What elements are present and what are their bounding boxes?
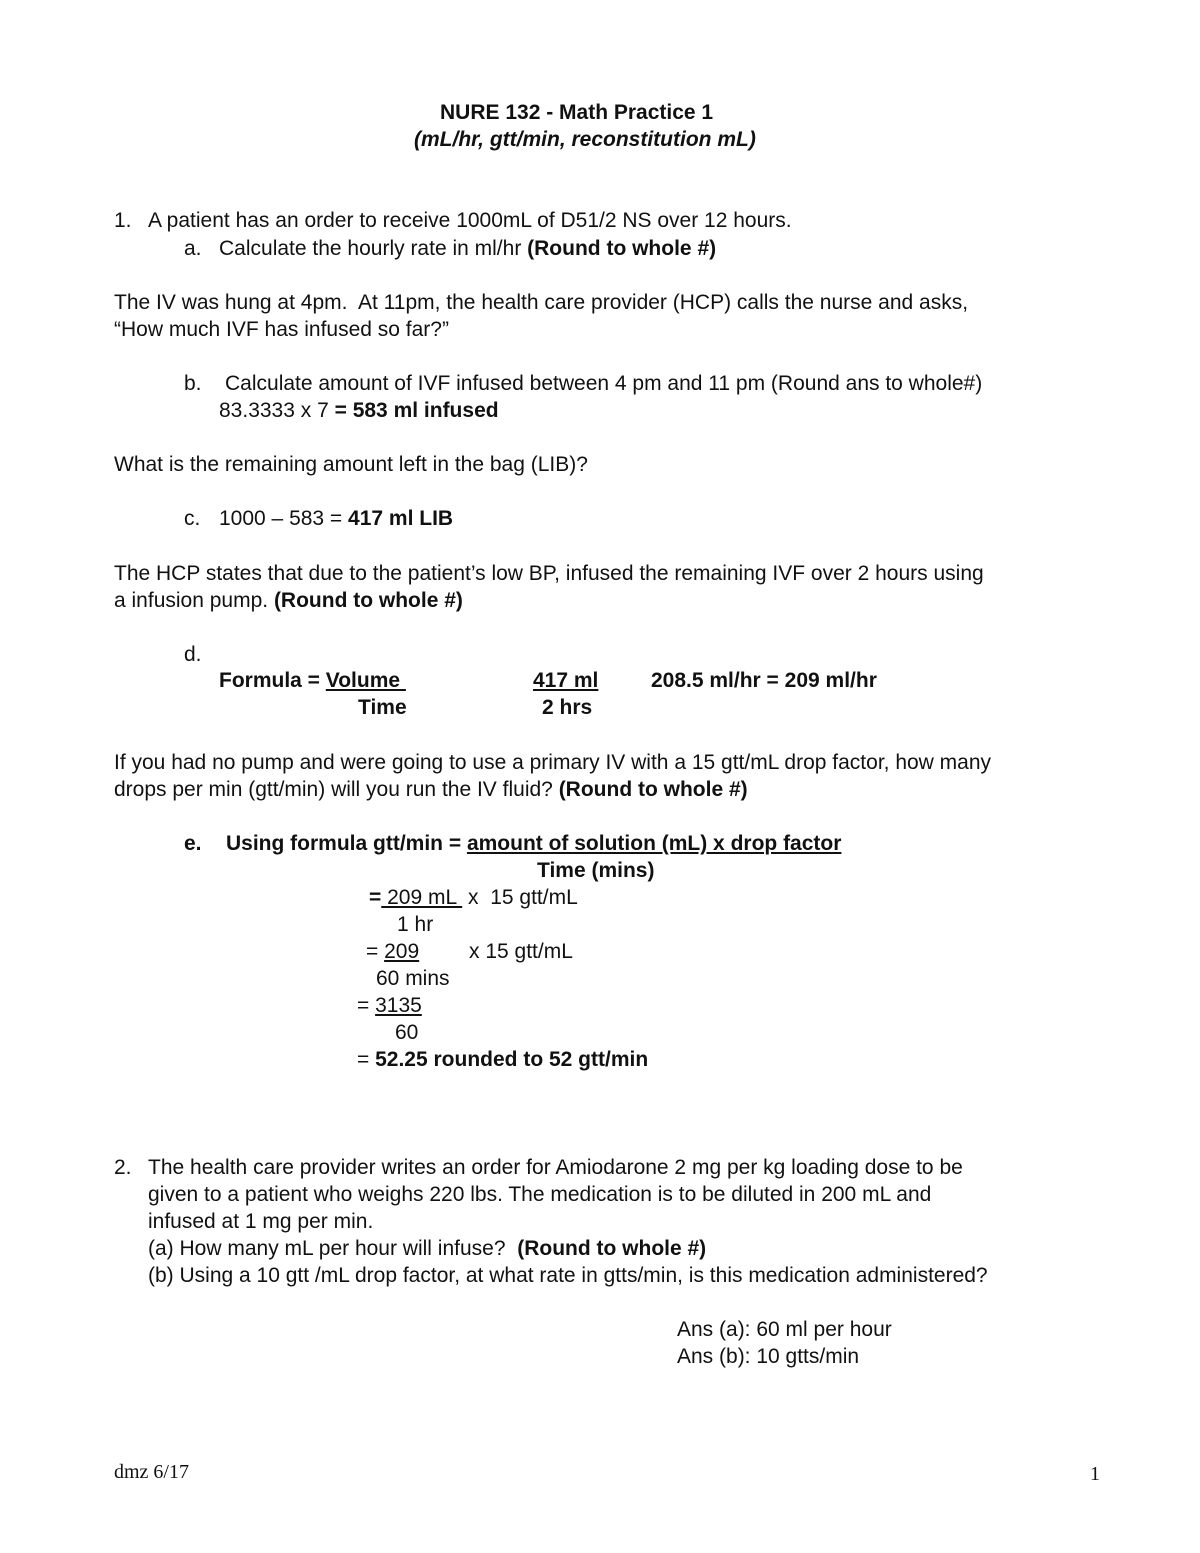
q1e-step1-num: 209 mL	[381, 886, 463, 909]
q1-para3-text: drops per min (gtt/min) will you run the IV fluid?	[114, 778, 559, 801]
q1e-step3-num: 3135	[375, 994, 422, 1017]
q1e-final-line	[357, 1047, 648, 1073]
q1e-step1-den: 1 hr	[397, 913, 434, 936]
q1-para2-text: a infusion pump.	[114, 589, 274, 612]
q1e-step1-eq: =	[369, 886, 382, 909]
q1d-denominator: Time	[358, 696, 407, 719]
q1d-numerator: Volume	[325, 669, 406, 692]
q2-part-a	[148, 1236, 706, 1262]
q2-line1: The health care provider writes an order for Amiodarone 2 mg per kg loading dose to be	[148, 1156, 963, 1179]
page-subtitle: (mL/hr, gtt/min, reconstitution mL)	[414, 128, 756, 151]
q2-part-a-note: (Round to whole #)	[517, 1237, 707, 1260]
q1e-step2	[366, 939, 419, 965]
q1b-text: Calculate amount of IVF infused between 4 pm and 11 pm (Round ans to whole#)	[225, 372, 983, 395]
q1c-answer: 417 ml LIB	[348, 507, 454, 530]
q2-line2: given to a patient who weighs 220 lbs. The medication is to be diluted in 200 mL and	[148, 1183, 932, 1206]
q1-para1-line1: The IV was hung at 4pm. At 11pm, the health care provider (HCP) calls the nurse and asks,	[114, 291, 969, 314]
q1b-label: b.	[184, 372, 202, 395]
page-title: NURE 132 - Math Practice 1	[440, 101, 714, 124]
q1e-final: 52.25 rounded to 52 gtt/min	[375, 1048, 649, 1071]
q2-number: 2.	[114, 1156, 132, 1179]
q1c-label: c.	[184, 507, 201, 530]
q1e-step2-rest: x 15 gtt/mL	[469, 940, 573, 963]
q1-para1-line2: “How much IVF has infused so far?”	[114, 318, 449, 341]
q2-part-b: (b) Using a 10 gtt /mL drop factor, at what rate in gtts/min, is this medication administered?	[148, 1264, 988, 1287]
q1d-result: 208.5 ml/hr = 209 ml/hr	[651, 669, 877, 692]
q1-para3-line2	[114, 777, 748, 803]
page-number: 1	[1090, 1463, 1100, 1485]
q1-prompt: A patient has an order to receive 1000mL of D51/2 NS over 12 hours.	[148, 209, 792, 232]
q1-number: 1.	[114, 209, 132, 232]
q1e-formula-prefix: Using formula gtt/min =	[226, 832, 467, 855]
q1d-label: d.	[184, 643, 202, 666]
q1e-step1	[369, 885, 578, 911]
q2-line3: infused at 1 mg per min.	[148, 1210, 374, 1233]
q1c-calc: 1000 – 583 =	[219, 507, 349, 530]
q1d-value-num: 417 ml	[533, 669, 599, 692]
q1a-line	[219, 236, 716, 262]
q1e-final-eq: =	[357, 1048, 376, 1071]
q1e-step2-num: 209	[384, 940, 420, 963]
q1d-formula-line	[219, 668, 406, 694]
q1a-label: a.	[184, 237, 202, 260]
q1a-text: Calculate the hourly rate in ml/hr	[219, 237, 528, 260]
q1e-formula-num: amount of solution (mL) x drop factor	[466, 832, 842, 855]
q1b-answer: = 583 ml infused	[334, 399, 499, 422]
q1-para3-note: (Round to whole #)	[558, 778, 748, 801]
q1e-formula-line	[226, 831, 841, 857]
q2-part-a-text: (a) How many mL per hour will infuse?	[148, 1237, 518, 1260]
q1e-label: e.	[184, 832, 202, 855]
q1e-formula-den: Time (mins)	[537, 859, 655, 882]
q1-para2-note: (Round to whole #)	[273, 589, 463, 612]
footer-initials-date: dmz 6/17	[114, 1461, 189, 1483]
q1b-calc-line	[219, 398, 499, 424]
q1-para2-line1: The HCP states that due to the patient’s low BP, infused the remaining IVF over 2 hours using	[114, 562, 984, 585]
q1-para3-line1: If you had no pump and were going to use a primary IV with a 15 gtt/mL drop factor, how many	[114, 751, 992, 774]
q1e-step3-eq: =	[357, 994, 376, 1017]
q1d-value-den: 2 hrs	[542, 696, 593, 719]
q1e-step3-den: 60	[395, 1021, 419, 1044]
q2-answer-b: Ans (b): 10 gtts/min	[677, 1345, 860, 1368]
q1b-calc: 83.3333 x 7	[219, 399, 335, 422]
q2-answer-a: Ans (a): 60 ml per hour	[677, 1318, 892, 1341]
q1a-note: (Round to whole #)	[527, 237, 717, 260]
q1e-step2-eq: =	[366, 940, 385, 963]
q1d-formula-prefix: Formula =	[219, 669, 326, 692]
q1c-line	[219, 506, 453, 532]
q1-question-lib: What is the remaining amount left in the bag (LIB)?	[114, 453, 588, 476]
q1e-step1-rest: x 15 gtt/mL	[462, 886, 578, 909]
q1-para2-line2	[114, 588, 463, 614]
q1e-step3	[357, 993, 422, 1019]
q1e-step2-den: 60 mins	[376, 967, 450, 990]
